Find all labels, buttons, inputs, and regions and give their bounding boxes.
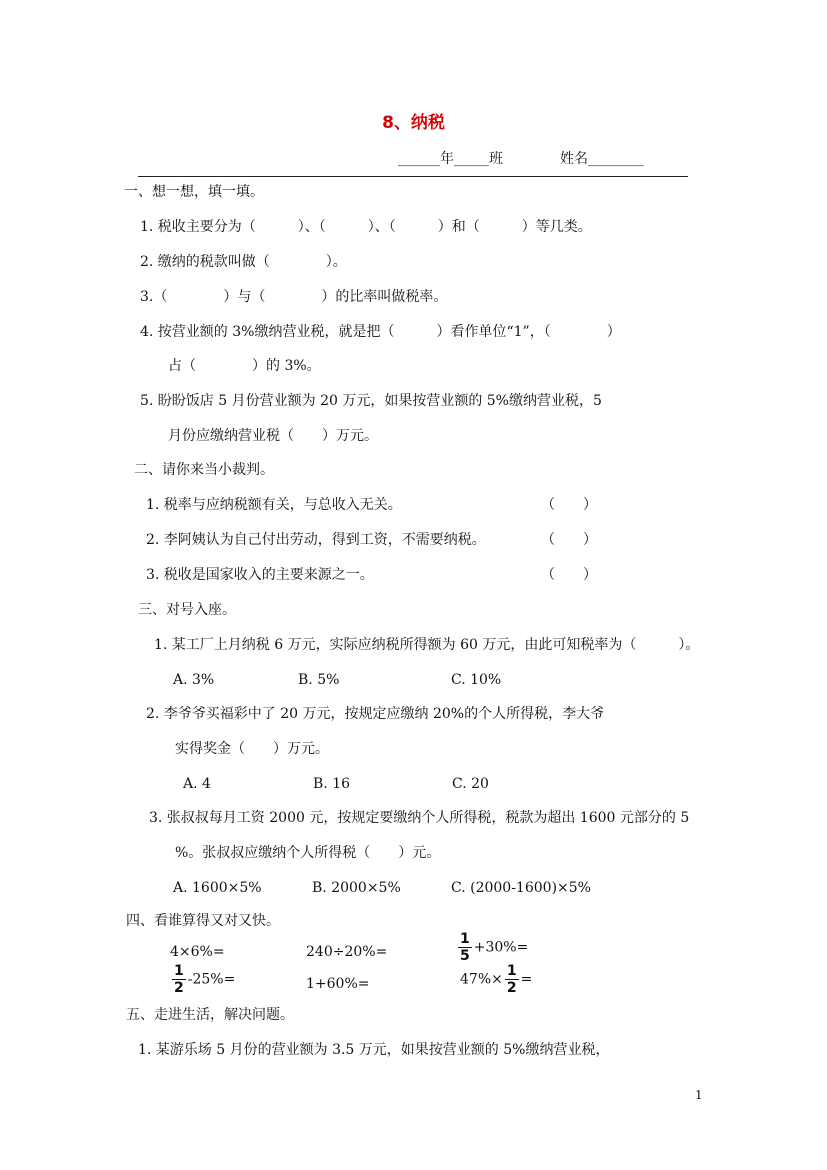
- section3-q2-option-c: C. 20: [452, 776, 489, 792]
- fraction-numerator: 1: [174, 963, 184, 979]
- header-divider: [138, 176, 688, 177]
- section4-heading: 四、看谁算得又对又快。: [126, 913, 280, 929]
- calc-expression: 240÷20%=: [306, 944, 388, 960]
- section3-q2-option-b: B. 16: [313, 776, 351, 792]
- fraction: [458, 932, 472, 963]
- section5-heading: 五、走进生活，解决问题。: [126, 1007, 294, 1023]
- calc-expression: 1+60%=: [306, 976, 370, 992]
- section3-q1-option-a: A. 3%: [173, 672, 215, 688]
- section3-q3-option-b: B. 2000×5%: [312, 880, 401, 896]
- section1-q5-line2: 月份应缴纳营业税（ ）万元。: [168, 428, 378, 444]
- name-field: 姓名________: [560, 151, 644, 167]
- section2-item-text: 3. 税收是国家收入的主要来源之一。: [146, 567, 374, 583]
- section5-q1: 1. 某游乐场 5 月份的营业额为 3.5 万元，如果按营业额的 5%缴纳营业税，: [138, 1042, 610, 1058]
- section3-q2-line2: 实得奖金（ ）万元。: [175, 741, 329, 757]
- section3-heading: 三、对号入座。: [138, 602, 236, 618]
- calc-expression-fraction: [170, 964, 235, 995]
- fraction-numerator: 1: [506, 963, 517, 979]
- section2-item-text: 2. 李阿姨认为自己付出劳动，得到工资，不需要纳税。: [146, 532, 486, 548]
- section2-item-bracket: （ ）: [541, 497, 597, 513]
- section3-q1-option-b: B. 5%: [298, 672, 340, 688]
- expression-prefix: 47%×: [460, 971, 503, 988]
- section1-q1: 1. 税收主要分为（ ）、（ ）、（ ）和（ ）等几类。: [140, 219, 592, 235]
- class-field: ______年_____班: [398, 151, 503, 167]
- fraction: [172, 964, 186, 995]
- section3-q2-option-a: A. 4: [183, 776, 211, 792]
- calc-expression-fraction: [456, 932, 528, 963]
- section1-q2: 2. 缴纳的税款叫做（ ）。: [140, 254, 347, 270]
- expression-rest: +30%=: [473, 939, 529, 956]
- fraction-denominator: 2: [506, 980, 517, 996]
- fraction: [505, 964, 519, 995]
- expression-rest: -25%=: [187, 971, 236, 988]
- fraction-denominator: 5: [460, 948, 470, 964]
- section2-item-text: 1. 税率与应纳税额有关，与总收入无关。: [146, 497, 402, 513]
- section3-q3-line2: %。张叔叔应缴纳个人所得税（ ）元。: [175, 845, 441, 861]
- page-title: 8、纳税: [382, 113, 445, 133]
- fraction-denominator: 2: [174, 980, 184, 996]
- section1-q3: 3.（ ）与（ ）的比率叫做税率。: [140, 289, 448, 305]
- section3-q1-option-c: C. 10%: [451, 672, 502, 688]
- expression-rest: =: [520, 971, 533, 988]
- section2-item-bracket: （ ）: [541, 532, 597, 548]
- section1-q4-line1: 4. 按营业额的 3%缴纳营业税，就是把（ ）看作单位“1”，（ ）: [140, 324, 621, 340]
- calc-expression: 4×6%=: [170, 944, 225, 960]
- section3-q1: 1. 某工厂上月纳税 6 万元，实际应纳税所得额为 60 万元，由此可知税率为（ ）。: [154, 637, 700, 653]
- section3-q3-line1: 3. 张叔叔每月工资 2000 元，按规定要缴纳个人所得税，税款为超出 1600 元部分的 5: [149, 810, 690, 826]
- section2-heading: 二、请你来当小裁判。: [134, 462, 274, 478]
- section1-heading: 一、想一想，填一填。: [124, 184, 264, 200]
- section1-q5-line1: 5. 盼盼饭店 5 月份营业额为 20 万元，如果按营业额的 5%缴纳营业税，5: [140, 393, 602, 409]
- calc-expression-fraction: [460, 964, 532, 995]
- section3-q3-option-c: C. (2000-1600)×5%: [451, 880, 591, 896]
- section3-q2-line1: 2. 李爷爷买福彩中了 20 万元，按规定应缴纳 20%的个人所得税，李大爷: [146, 706, 605, 722]
- page-number: 1: [695, 1088, 703, 1102]
- section2-item-bracket: （ ）: [541, 567, 597, 583]
- section1-q4-line2: 占（ ）的 3%。: [168, 358, 321, 374]
- fraction-numerator: 1: [460, 931, 470, 947]
- section3-q3-option-a: A. 1600×5%: [173, 880, 262, 896]
